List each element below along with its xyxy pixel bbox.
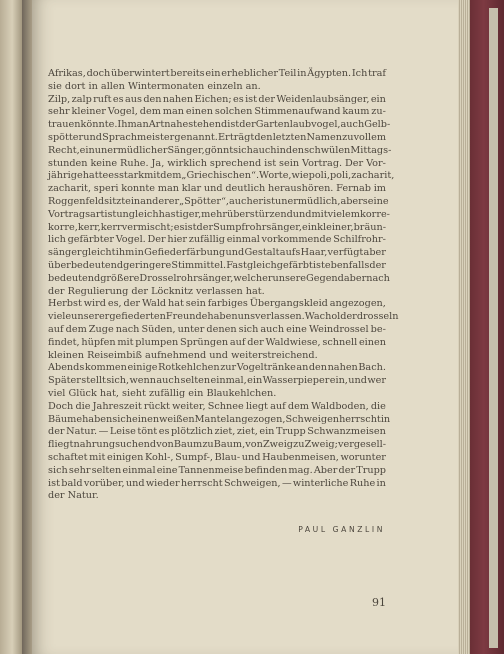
- text-line: findet, hüpfen mit plumpen Sprüngen auf der Waldwiese, schnell einen: [48, 336, 386, 348]
- book-gutter: [22, 0, 32, 654]
- text-line: über bedeutend geringere Stimmittel. Fast gleich gefärbt ist ebenfalls der: [48, 259, 386, 271]
- page-stack-edges: [458, 0, 470, 654]
- text-line: sänger gleicht ihm in Gefiederfärbung und Gestalt aufs Haar, verfügt aber: [48, 247, 386, 259]
- text-line: spötter und Sprachmeister genannt. Er trägt den letzten Namen zu vollem: [48, 131, 386, 143]
- text-line: jährige hatte es stark mit dem „Griechischen“. Worte, wie poli, poli, zacharit,: [48, 170, 395, 182]
- text-line: trauen könnte. Ihm an Art nahestehend ist der Gartenlaubvogel, auch Gelb-: [48, 119, 391, 131]
- text-line: Afrikas, doch überwintert bereits ein erheblicher Teil in Ägypten. Ich traf: [48, 68, 386, 79]
- text-line: bedeutend größere Drosselrohrsänger, welcher unsere Gegend aber nach: [48, 272, 390, 284]
- text-line: Vortragsart ist ungleich hastiger, mehr überstürzend und mit vielem korre-: [48, 208, 390, 220]
- text-line: viele unserer gefiederten Freunde haben uns verlassen. Wacholderdrosseln: [48, 311, 399, 323]
- text-line: schaftet mit einigen Kohl-, Sumpf-, Blau- und Haubenmeisen, worunter: [48, 451, 386, 463]
- text-line: sie dort in allen Wintermonaten einzeln an.: [48, 80, 261, 92]
- book-cover-edge: [470, 0, 504, 654]
- text-line: Doch die Jahreszeit rückt weiter, Schnee liegt auf dem Waldboden, die: [48, 400, 386, 412]
- text-line: Abends kommen einige Rotkehlchen zur Vogeltränke an den nahen Bach.: [48, 362, 386, 374]
- text-line: Bäume haben sich einen weißen Mantel angezogen, Schweigen herrscht in: [48, 413, 391, 425]
- text-line: korre, kerr, kerr vermischt; es ist der Sumpfrohrsänger, ein kleiner, bräun-: [48, 221, 386, 233]
- text-line: Roggenfeld sitzt ein anderer „Spötter“, auch er ist unermüdlich, aber seine: [48, 195, 389, 207]
- text-line: der Natur.: [48, 490, 99, 502]
- text-line: ist bald vorüber, und wieder herrscht Schweigen, — winterliche Ruhe in: [48, 477, 386, 489]
- binding-tape: [489, 8, 498, 648]
- text-line: sich sehr selten einmal eine Tannenmeise befinden mag. Aber der Trupp: [48, 464, 386, 476]
- text-line: zacharit, speri konnte man klar und deutlich heraushören. Fernab im: [48, 183, 386, 195]
- text-line: kleinen Reiseimbiß aufnehmend und weiterstreichend.: [48, 349, 318, 361]
- text-line: stunden keine Ruhe. Ja, wirklich sprechend ist sein Vortrag. Der Vor-: [48, 157, 386, 169]
- body-text: [48, 68, 399, 503]
- author-signature: PAUL GANZLIN: [298, 525, 385, 534]
- text-line: der Regulierung der Löcknitz verlassen hat.: [48, 285, 265, 297]
- text-line: Recht, ein unermüdlicher Sänger, gönnt sich auch in den schwülen Mittags-: [48, 144, 392, 156]
- text-line: fliegt nahrungsuchend von Baum zu Baum, von Zweig zu Zweig; vergesell-: [48, 439, 386, 451]
- text-line: auf dem Zuge nach Süden, unter denen sich auch eine Weindrossel be-: [48, 323, 386, 335]
- previous-page-edge: [0, 0, 22, 654]
- page-number: 91: [372, 596, 386, 609]
- text-line: Herbst wird es, der Wald hat sein farbiges Übergangskleid angezogen,: [48, 298, 386, 310]
- text-line: Zilp, zalp ruft es aus den nahen Eichen; es ist der Weidenlaubsänger, ein: [48, 93, 386, 105]
- text-line: sehr kleiner Vogel, dem man einen solchen Stimmenaufwand kaum zu-: [48, 106, 386, 118]
- text-line: viel Glück hat, sieht zufällig ein Blaukehlchen.: [48, 387, 277, 399]
- text-line: lich gefärbter Vogel. Der hier zufällig einmal vorkommende Schilfrohr-: [48, 234, 386, 246]
- text-line: der Natur. — Leise tönt es plötzlich ziet, ziet, ein Trupp Schwanzmeisen: [48, 426, 386, 438]
- text-line: Später stellt sich, wenn auch selten einmal, ein Wasserpieper ein, und wer: [48, 375, 386, 387]
